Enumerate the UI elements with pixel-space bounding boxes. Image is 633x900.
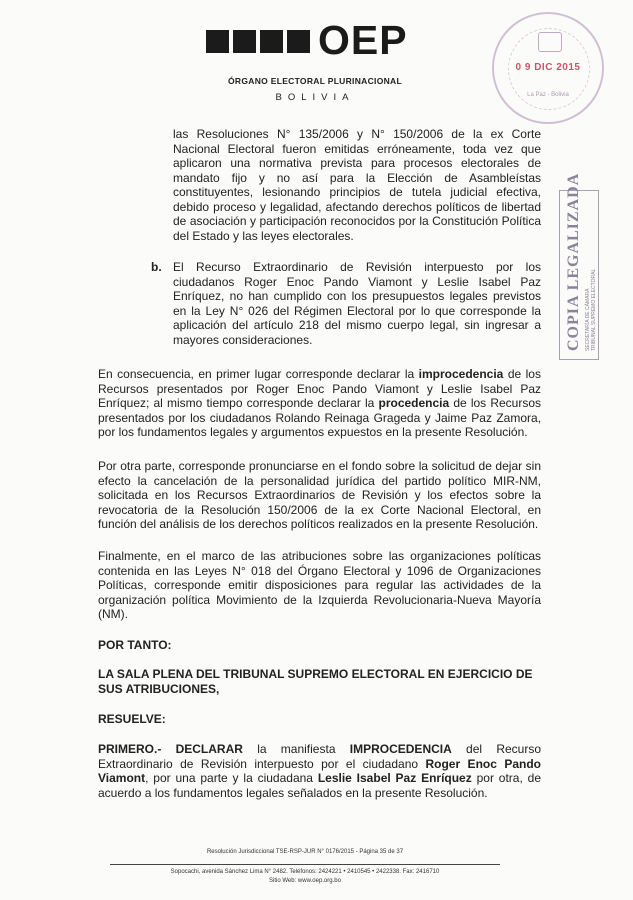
copy-stamp-line1: SECRETARÍA DE CÁMARA bbox=[585, 288, 591, 351]
paragraph-consecuencia bbox=[98, 367, 541, 440]
paragraph-otra-parte: Por otra parte, corresponde pronunciarse en el fondo sobre la solicitud de dejar sin efecto la cancelación de la personalidad jurídica del partido político MIR-NM, solicitada en los Recursos Extraordinarios de Revisión y los efectos sobre la revocatoria de la Resolución 150/2006 de la ex Corte Nacional Electoral, en función del análisis de los derechos políticos realizados en la presente Resolución. bbox=[98, 459, 541, 531]
seal-location: La Paz - Bolivia bbox=[527, 92, 569, 98]
heading-por-tanto: POR TANTO: bbox=[98, 638, 172, 652]
copy-stamp-lines bbox=[586, 269, 597, 351]
bold-primero-declarar: PRIMERO.- DECLARAR bbox=[98, 742, 243, 756]
bold-improcedencia: improcedencia bbox=[418, 367, 504, 381]
logo-block bbox=[260, 30, 283, 53]
seal-date: 0 9 DIC 2015 bbox=[515, 62, 581, 73]
footer-website: Sitio Web: www.oep.org.bo bbox=[269, 878, 341, 884]
logo-block bbox=[206, 30, 229, 53]
text: por otra, de acuerdo a los fundamentos legales señalados en la presente Resolución. bbox=[98, 771, 541, 800]
bold-name-leslie: Leslie Isabel Paz Enríquez bbox=[317, 771, 472, 785]
text: , por una parte y la ciudadana bbox=[145, 771, 318, 785]
text: En consecuencia, en primer lugar corresponde declarar la bbox=[98, 367, 419, 381]
text: de los Recursos presentados por los ciudadanos Rolando Reinaga Grageda y Jaime Paz Zamora, por los fundamentos legales y argumentos expuestos en la presente Resolución. bbox=[98, 396, 541, 439]
country-name: BOLIVIA bbox=[275, 92, 355, 103]
logo-block bbox=[233, 30, 256, 53]
bold-procedencia: procedencia bbox=[378, 396, 450, 410]
footer-address: Sopocachi, avenida Sánchez Lima N° 2482. Teléfonos: 2424221 • 2410545 • 2422338. Fax: 2416710 bbox=[170, 869, 440, 875]
logo-block bbox=[287, 30, 310, 53]
bold-name-roger: Roger Enoc Pando Viamont bbox=[98, 756, 541, 785]
list-marker-b: b. bbox=[151, 260, 162, 274]
reception-seal bbox=[492, 12, 604, 124]
paragraph-a-continuation: las Resoluciones N° 135/2006 y N° 150/2006 de la ex Corte Nacional Electoral fueron emitidas erróneamente, toda vez que aplicaron una normativa prevista para procesos electorales de mandato fijo y no así para la Elección de Asambleístas constituyentes, lesionando principios de tutela judicial efectiva, debido proceso y legalidad, afectando derechos políticos de libertad de asociación y participación reconocidos por la Constitución Política del Estado y las leyes electorales. bbox=[173, 127, 541, 243]
org-name: ÓRGANO ELECTORAL PLURINACIONAL bbox=[228, 76, 402, 86]
heading-resuelve: RESUELVE: bbox=[98, 712, 166, 726]
copy-legalized-stamp bbox=[559, 172, 599, 360]
copy-stamp-line2: TRIBUNAL SUPREMO ELECTORAL bbox=[590, 268, 597, 351]
oep-logo-text: OEP bbox=[318, 17, 408, 63]
copy-stamp-title: COPIA LEGALIZADA bbox=[565, 172, 582, 351]
paragraph-primero bbox=[98, 742, 541, 800]
bold-improcedencia-caps: IMPROCEDENCIA bbox=[349, 742, 452, 756]
heading-sala-plena: LA SALA PLENA DEL TRIBUNAL SUPREMO ELECTORAL EN EJERCICIO DE SUS ATRIBUCIONES, bbox=[98, 667, 533, 696]
text: la manifiesta bbox=[242, 742, 350, 756]
seal-emblem-icon bbox=[538, 32, 562, 52]
text: de los Recursos presentados por Roger Enoc Pando Viamont y Leslie Isabel Paz Enríquez; al mismo tiempo corresponde declarar la bbox=[98, 367, 541, 410]
paragraph-b: El Recurso Extraordinario de Revisión interpuesto por los ciudadanos Roger Enoc Pando Viamont y Leslie Isabel Paz Enríquez, no han cumplido con los presupuestos legales previstos en la Ley N° 026 del Régimen Electoral por lo que corresponde la aplicación del artículo 218 del mismo cuerpo legal, sin ingresar a mayores consideraciones. bbox=[173, 260, 541, 347]
text: del Recurso Extraordinario de Revisión interpuesto por el ciudadano bbox=[98, 742, 542, 771]
oep-logo-blocks bbox=[206, 30, 310, 53]
footer-page-reference: Resolución Jurisdiccional TSE-RSP-JUR N° 0176/2015 - Página 35 de 37 bbox=[206, 849, 404, 855]
footer-divider bbox=[110, 864, 500, 865]
paragraph-finalmente: Finalmente, en el marco de las atribuciones sobre las organizaciones políticas contenida en las Leyes N° 018 del Órgano Electoral y 1096 de Organizaciones Políticas, corresponde emitir disposiciones para regular las actividades de la organización política Movimiento de la Izquierda Revolucionaria-Nueva Mayoría (NM). bbox=[98, 549, 541, 621]
